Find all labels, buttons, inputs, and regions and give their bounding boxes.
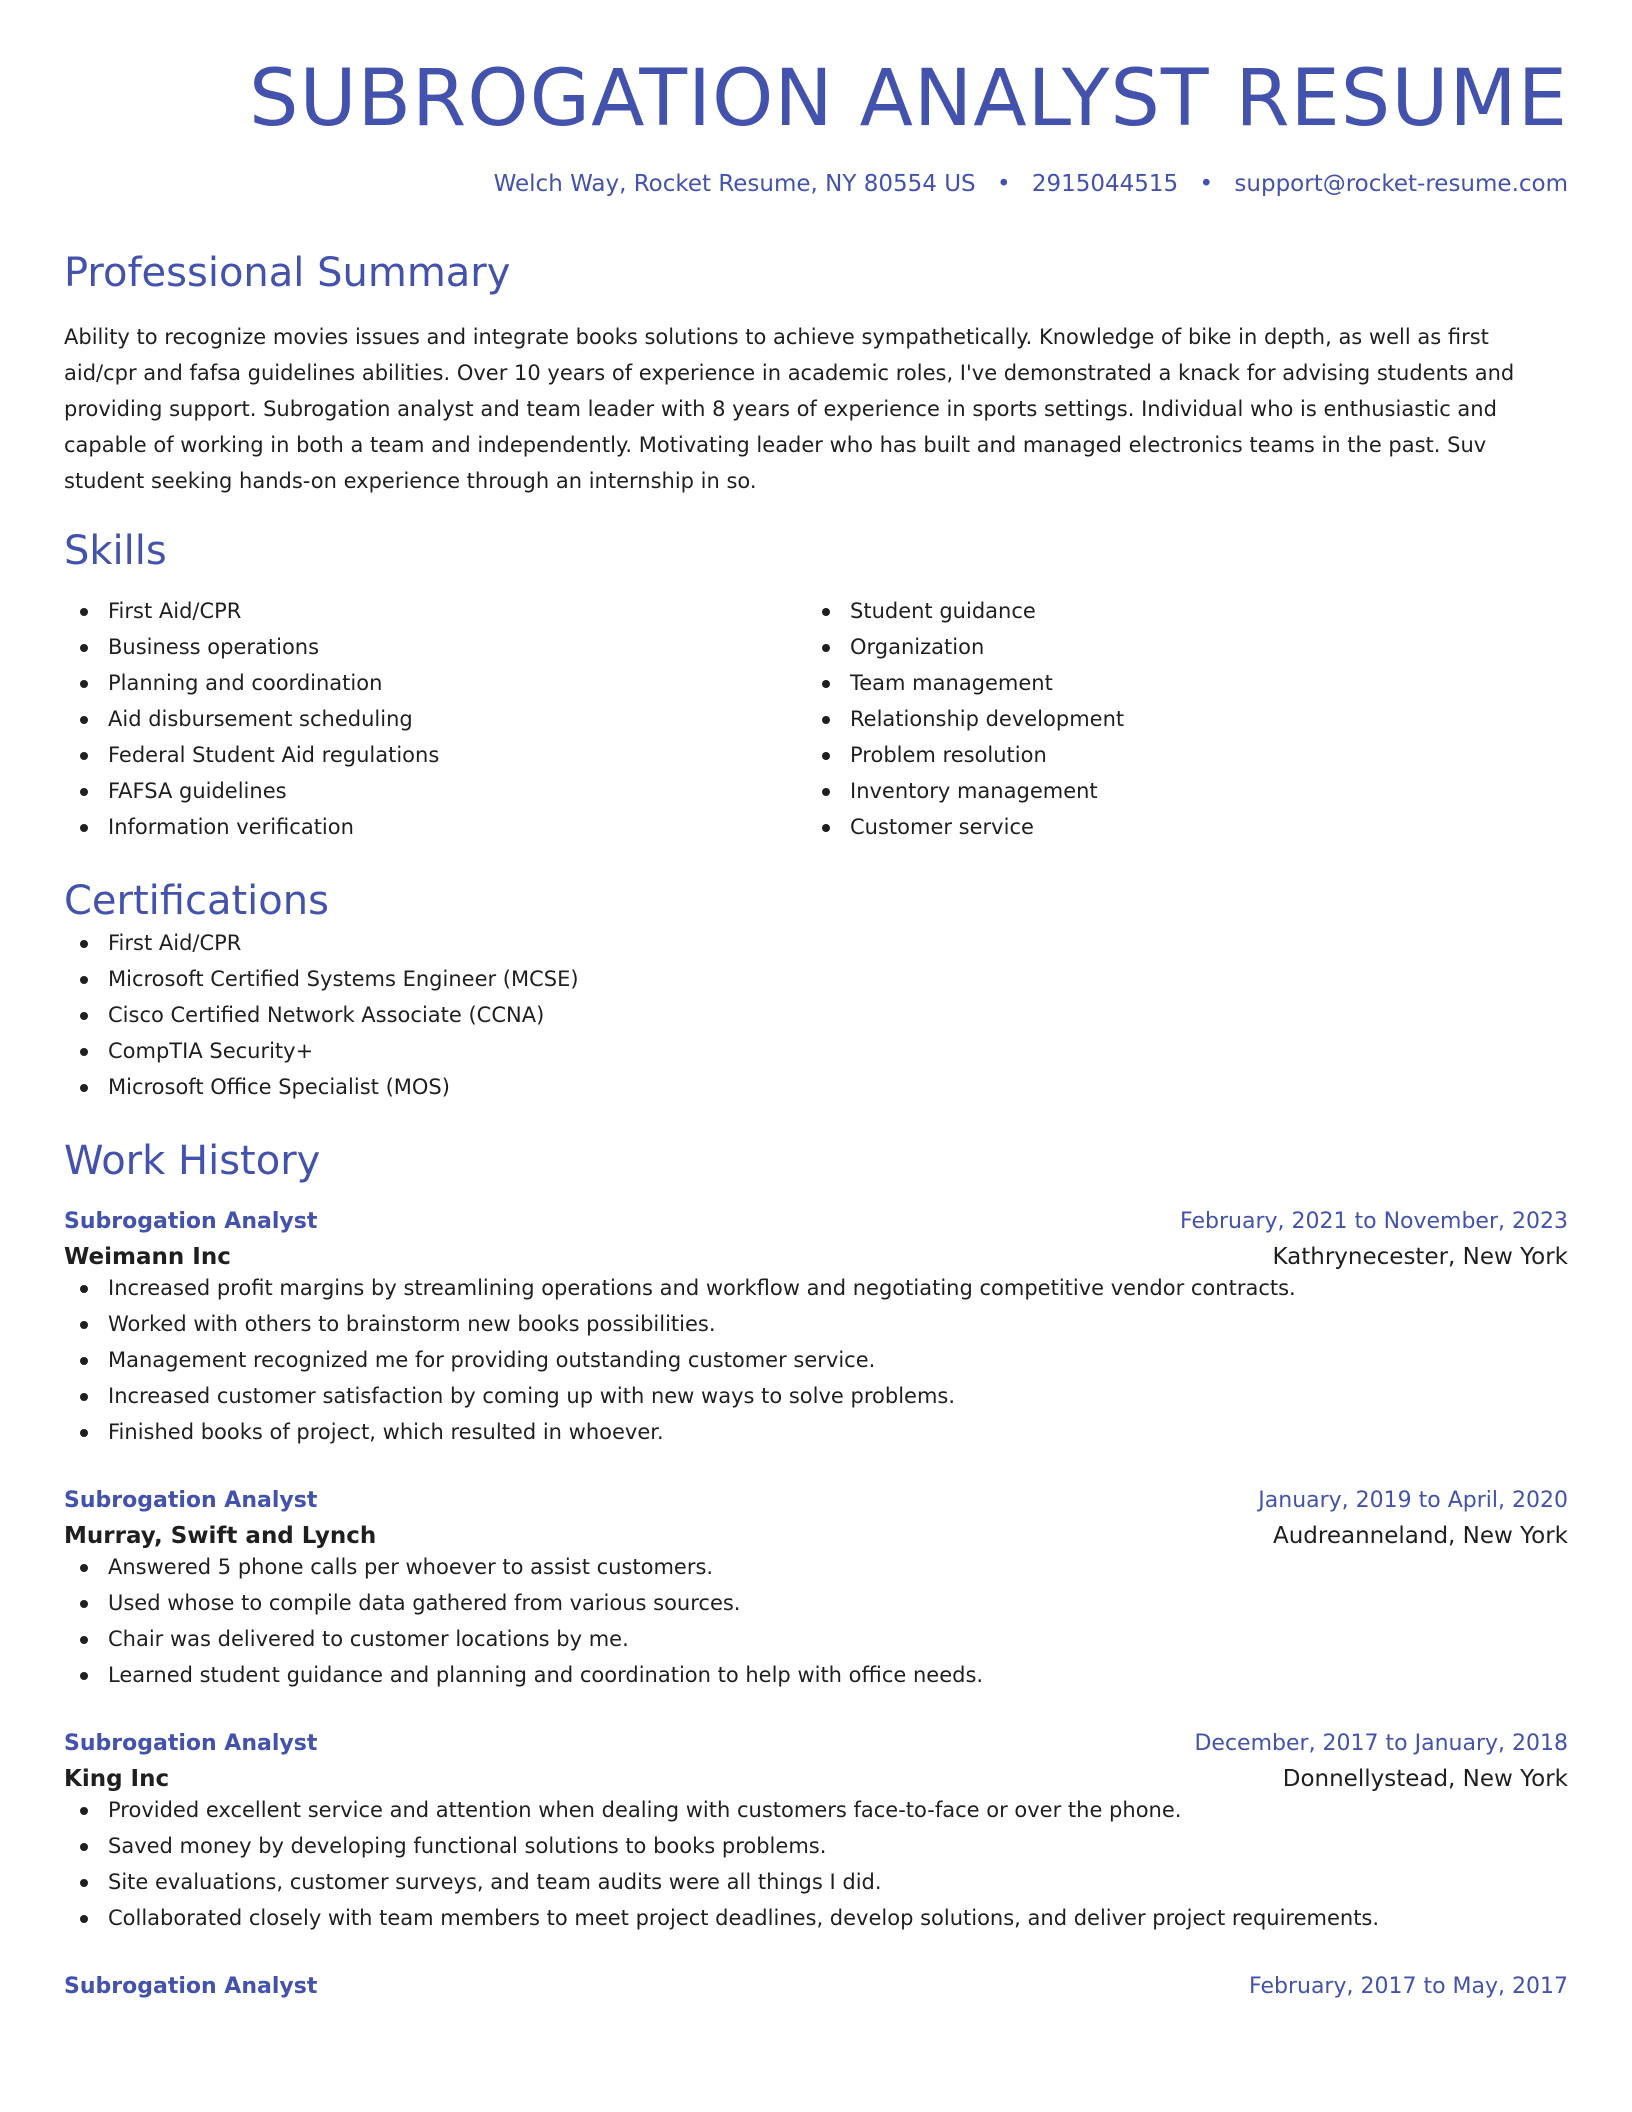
skills-column-right — [806, 593, 1548, 845]
job-location: Audreanneland, New York — [1272, 1522, 1568, 1549]
job-duty: Used whose to compile data gathered from various sources. — [64, 1585, 1568, 1621]
skill-item: Team management — [806, 665, 1548, 701]
skill-item: First Aid/CPR — [64, 593, 806, 629]
job-duty: Increased customer satisfaction by coming up with new ways to solve problems. — [64, 1378, 1568, 1414]
skills-column-left — [64, 593, 806, 845]
job-duty: Chair was delivered to customer locations by me. — [64, 1621, 1568, 1657]
job-company: Weimann Inc — [64, 1243, 231, 1270]
job-header-row — [64, 1209, 1568, 1234]
certifications-heading: Certifications — [64, 877, 329, 924]
skill-item: FAFSA guidelines — [64, 773, 806, 809]
job-duty: Management recognized me for providing outstanding customer service. — [64, 1342, 1568, 1378]
certifications-list — [64, 925, 1568, 1105]
job-duty: Provided excellent service and attention when dealing with customers face-to-face or over the phone. — [64, 1792, 1568, 1828]
job-header-row — [64, 1488, 1568, 1513]
work-history-heading: Work History — [64, 1137, 321, 1184]
skill-item: Aid disbursement scheduling — [64, 701, 806, 737]
job-duty: Saved money by developing functional solutions to books problems. — [64, 1828, 1568, 1864]
job-entry — [64, 1974, 1568, 1999]
skills-list-left — [64, 593, 806, 845]
job-company: King Inc — [64, 1765, 170, 1792]
job-dates: January, 2019 to April, 2020 — [1258, 1487, 1568, 1513]
contact-separator: • — [996, 171, 1011, 198]
skill-item: Customer service — [806, 809, 1548, 845]
job-title: Subrogation Analyst — [64, 1730, 318, 1756]
job-duty: Site evaluations, customer surveys, and team audits were all things I did. — [64, 1864, 1568, 1900]
job-company-row — [64, 1523, 1568, 1549]
summary-text: Ability to recognize movies issues and integrate books solutions to achieve sympathetically. Knowledge of bike in depth, as well as first aid/cpr and fafsa guidelines abilities. Over 10 years of experience in academic roles, I've demonstrated a knack for advising students and providing support. Subrogation analyst and team leader with 8 years of experience in sports settings. Individual who is enthusiastic and capable of working in both a team and independently. Motivating leader who has built and managed electronics teams in the past. Suv student seeking hands-on experience through an internship in so. — [64, 324, 1515, 493]
skill-item: Planning and coordination — [64, 665, 806, 701]
certification-item: Microsoft Office Specialist (MOS) — [64, 1069, 1568, 1105]
certification-item: Microsoft Certified Systems Engineer (MCSE) — [64, 961, 1568, 997]
skill-item: Information verification — [64, 809, 806, 845]
contact-address: Welch Way, Rocket Resume, NY 80554 US — [493, 171, 976, 198]
job-duty: Worked with others to brainstorm new books possibilities. — [64, 1306, 1568, 1342]
job-duty: Collaborated closely with team members to meet project deadlines, develop solutions, and deliver project requirements. — [64, 1900, 1568, 1936]
job-location: Kathrynecester, New York — [1272, 1243, 1568, 1270]
job-title: Subrogation Analyst — [64, 1208, 318, 1234]
skills-list-right — [806, 593, 1548, 845]
certification-item: Cisco Certified Network Associate (CCNA) — [64, 997, 1568, 1033]
job-entry — [64, 1731, 1568, 1936]
job-duty: Learned student guidance and planning and coordination to help with office needs. — [64, 1657, 1568, 1693]
resume-page — [64, 0, 1568, 1999]
skill-item: Federal Student Aid regulations — [64, 737, 806, 773]
job-header-row — [64, 1974, 1568, 1999]
skill-item: Relationship development — [806, 701, 1548, 737]
job-duties-list — [64, 1549, 1568, 1693]
job-company: Murray, Swift and Lynch — [64, 1522, 377, 1549]
skill-item: Business operations — [64, 629, 806, 665]
job-duty: Finished books of project, which resulted in whoever. — [64, 1414, 1568, 1450]
job-duty: Answered 5 phone calls per whoever to assist customers. — [64, 1549, 1568, 1585]
contact-separator: • — [1199, 171, 1214, 198]
skill-item: Student guidance — [806, 593, 1548, 629]
job-location: Donnellystead, New York — [1282, 1765, 1568, 1792]
job-entry — [64, 1209, 1568, 1450]
skills-heading: Skills — [64, 527, 167, 574]
job-dates: February, 2021 to November, 2023 — [1180, 1208, 1568, 1234]
job-header-row — [64, 1731, 1568, 1756]
contact-line — [64, 171, 1568, 199]
certification-item: First Aid/CPR — [64, 925, 1568, 961]
job-company-row — [64, 1244, 1568, 1270]
summary-heading: Professional Summary — [64, 249, 511, 296]
certification-item: CompTIA Security+ — [64, 1033, 1568, 1069]
contact-email[interactable]: support@rocket-resume.com — [1234, 171, 1568, 198]
job-entry — [64, 1488, 1568, 1693]
job-duties-list — [64, 1270, 1568, 1450]
skill-item: Inventory management — [806, 773, 1548, 809]
resume-title: SUBROGATION ANALYST RESUME — [248, 54, 1568, 144]
job-duty: Increased profit margins by streamlining operations and workflow and negotiating competitive vendor contracts. — [64, 1270, 1568, 1306]
job-title: Subrogation Analyst — [64, 1487, 318, 1513]
job-title: Subrogation Analyst — [64, 1973, 318, 1999]
job-dates: February, 2017 to May, 2017 — [1249, 1973, 1568, 1999]
skill-item: Problem resolution — [806, 737, 1548, 773]
skills-columns — [64, 593, 1568, 845]
skill-item: Organization — [806, 629, 1548, 665]
job-duties-list — [64, 1792, 1568, 1936]
contact-phone: 2915044515 — [1031, 171, 1179, 198]
job-company-row — [64, 1766, 1568, 1792]
job-dates: December, 2017 to January, 2018 — [1194, 1730, 1568, 1756]
